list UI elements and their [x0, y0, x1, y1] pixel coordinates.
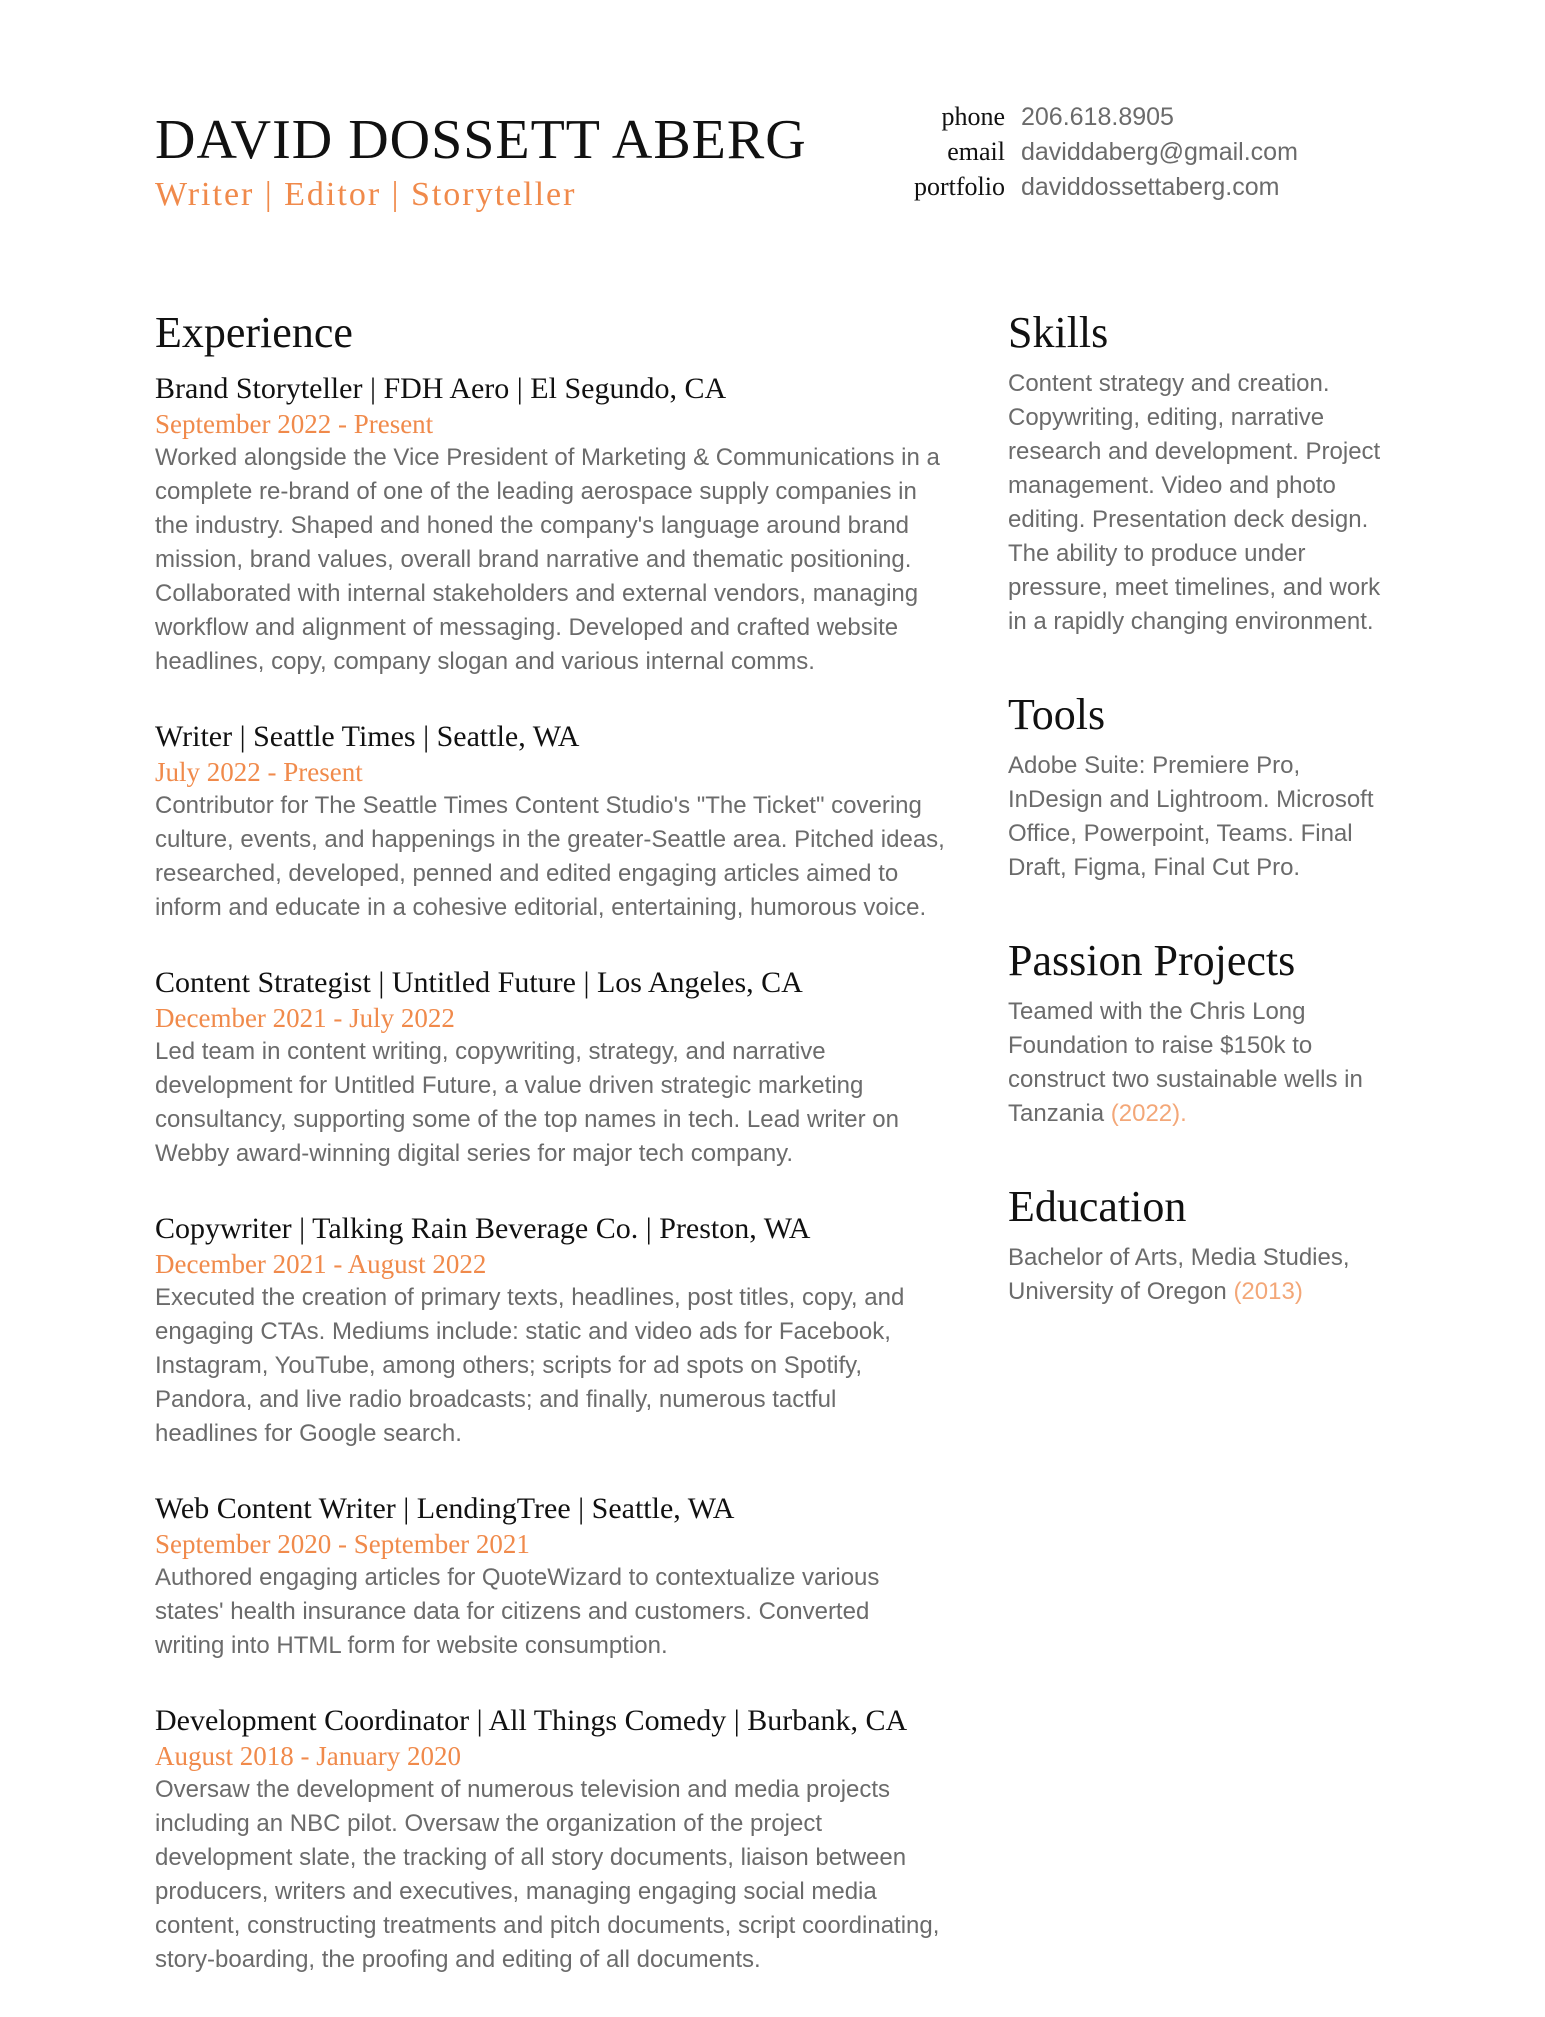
contact-email-value: daviddaberg@gmail.com: [1021, 138, 1298, 166]
skills-section: [1008, 305, 1388, 639]
job-title: Web Content Writer | LendingTree | Seattle, WA: [155, 1492, 735, 1525]
job-title: Brand Storyteller | FDH Aero | El Segundo, CA: [155, 372, 727, 405]
contact-block: [860, 100, 1298, 204]
job-entry: [155, 1703, 945, 1977]
passion-projects-heading: Passion Projects: [1008, 936, 1296, 985]
job-title: Development Coordinator | All Things Comedy | Burbank, CA: [155, 1704, 908, 1737]
skills-text: Content strategy and creation. Copywriting, editing, narrative research and development. Project management. Video and photo editing. Presentation deck design. The ability to produce under pressure, meet timelines, and work in a rapidly changing environment.: [1008, 370, 1381, 635]
job-description: Oversaw the development of numerous television and media projects including an NBC pilot. Oversaw the organization of the project development slate, the tracking of all story documents, liaison between producers, writers and executives, managing engaging social media content, constructing treatments and pitch documents, script coordinating, story-boarding, the proofing and editing of all documents.: [155, 1776, 940, 1973]
contact-phone-value: 206.618.8905: [1021, 103, 1174, 131]
job-description: Contributor for The Seattle Times Content Studio's "The Ticket" covering culture, events, and happenings in the greater-Seattle area. Pitched ideas, researched, developed, penned and edited engaging articles aimed to inform and educate in a cohesive editorial, entertaining, humorous voice.: [155, 792, 945, 921]
contact-email-label: email: [947, 137, 1005, 166]
tools-section: [1008, 687, 1388, 885]
job-dates: July 2022 - Present: [155, 757, 363, 787]
job-dates: August 2018 - January 2020: [155, 1741, 461, 1771]
job-entry: [155, 1491, 945, 1663]
passion-projects-text-block: [1008, 995, 1388, 1131]
education-heading: Education: [1008, 1182, 1187, 1231]
job-dates: December 2021 - August 2022: [155, 1249, 487, 1279]
job-entry: [155, 965, 945, 1171]
job-title: Writer | Seattle Times | Seattle, WA: [155, 720, 580, 753]
passion-projects-text: Teamed with the Chris Long Foundation to raise $150k to construct two sustainable wells in Tanzania: [1008, 998, 1363, 1127]
experience-heading: Experience: [155, 308, 353, 357]
job-description: Worked alongside the Vice President of Marketing & Communications in a complete re-brand of one of the leading aerospace supply companies in the industry. Shaped and honed the company's language around brand mission, brand values, overall brand narrative and thematic positioning. Collaborated with internal stakeholders and external vendors, managing workflow and alignment of messaging. Developed and crafted website headlines, copy, company slogan and various internal comms.: [155, 444, 940, 675]
tools-text: Adobe Suite: Premiere Pro, InDesign and Lightroom. Microsoft Office, Powerpoint, Teams. Final Draft, Figma, Final Cut Pro.: [1008, 752, 1374, 881]
education-section: [1008, 1179, 1388, 1309]
education-text: Bachelor of Arts, Media Studies, University of Oregon: [1008, 1244, 1350, 1305]
tools-heading: Tools: [1008, 690, 1106, 739]
job-description: Authored engaging articles for QuoteWizard to contextualize various states' health insurance data for citizens and customers. Converted writing into HTML form for website consumption.: [155, 1564, 880, 1659]
job-entry: [155, 719, 945, 925]
contact-phone-label: phone: [941, 102, 1005, 131]
education-text-block: [1008, 1241, 1388, 1309]
job-title: Content Strategist | Untitled Future | Los Angeles, CA: [155, 966, 803, 999]
passion-projects-section: [1008, 933, 1388, 1131]
job-dates: September 2020 - September 2021: [155, 1529, 530, 1559]
job-description: Executed the creation of primary texts, headlines, post titles, copy, and engaging CTAs. Mediums include: static and video ads for Facebook, Instagram, YouTube, among others; scripts for ad spots on Spotify, Pandora, and live radio broadcasts; and finally, numerous tactful headlines for Google search.: [155, 1284, 905, 1447]
experience-section: [155, 305, 945, 2017]
contact-portfolio-value: daviddossettaberg.com: [1021, 173, 1280, 201]
skills-heading: Skills: [1008, 308, 1109, 357]
passion-projects-year: (2022).: [1110, 1100, 1187, 1127]
job-entry: [155, 1211, 945, 1451]
job-dates: December 2021 - July 2022: [155, 1003, 455, 1033]
job-description: Led team in content writing, copywriting, strategy, and narrative development for Untitled Future, a value driven strategic marketing consultancy, supporting some of the top names in tech. Lead writer on Webby award-winning digital series for major tech company.: [155, 1038, 899, 1167]
contact-portfolio-label: portfolio: [914, 172, 1005, 201]
resume-name: DAVID DOSSETT ABERG: [155, 109, 807, 171]
job-title: Copywriter | Talking Rain Beverage Co. | Preston, WA: [155, 1212, 811, 1245]
resume-tagline: Writer | Editor | Storyteller: [155, 176, 577, 213]
sidebar-column: [1008, 305, 1388, 1357]
job-dates: September 2022 - Present: [155, 409, 434, 439]
job-entry: [155, 371, 945, 679]
education-year: (2013): [1233, 1278, 1303, 1305]
